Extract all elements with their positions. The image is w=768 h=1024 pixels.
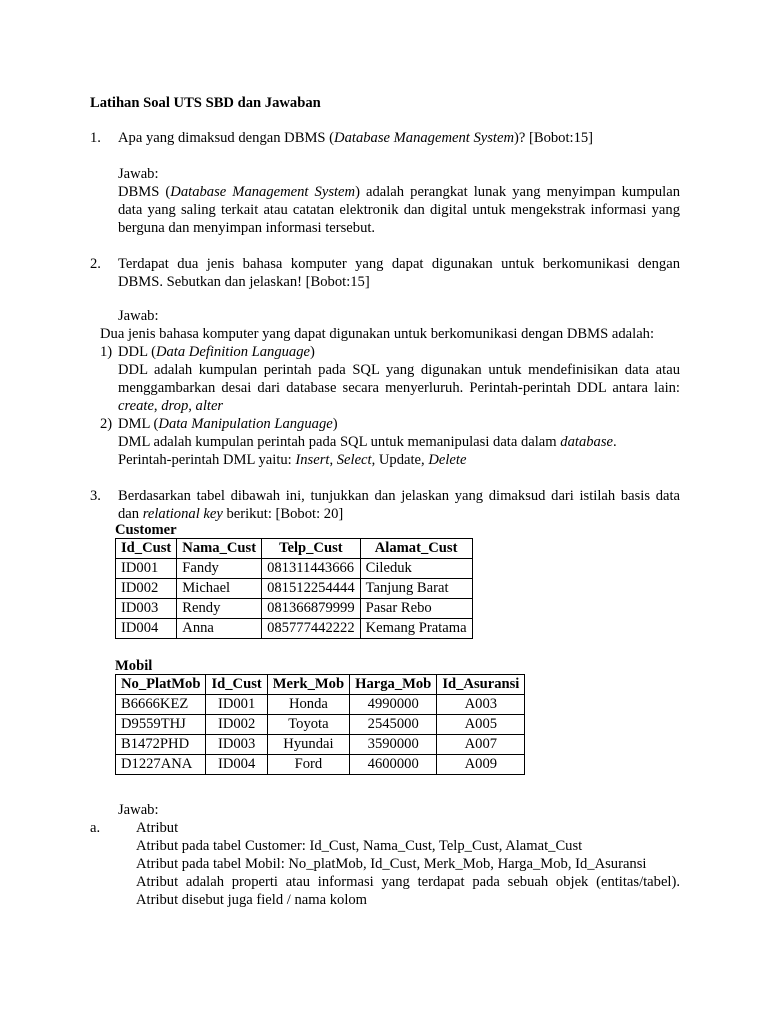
table-row	[116, 695, 525, 715]
table-cell: A009	[437, 755, 525, 775]
ddl-description: DDL adalah kumpulan perintah pada SQL yang digunakan untuk mendefinisikan data atau menggambarkan desai dari database secara menyerluruh. Perintah-perintah DDL antara lain: create, drop, alter	[118, 362, 680, 414]
table-row	[116, 579, 473, 599]
table-cell: 081512254444	[262, 579, 361, 599]
question-number: 2.	[90, 256, 101, 272]
answer-label: Jawab:	[118, 802, 159, 818]
dml-description: DML adalah kumpulan perintah pada SQL untuk memanipulasi data dalam database.	[118, 434, 617, 450]
question-2	[90, 255, 680, 291]
table-row	[116, 735, 525, 755]
ddl-title: DDL (Data Definition Language)	[118, 344, 315, 360]
answer-item-label: a.	[90, 820, 101, 836]
question-text: Apa yang dimaksud dengan DBMS (Database Management System)? [Bobot:15]	[118, 130, 594, 146]
table-cell: ID002	[206, 715, 267, 735]
dml-title: DML (Data Manipulation Language)	[118, 416, 338, 432]
table-cell: Anna	[177, 619, 262, 639]
customer-table-caption: Customer	[115, 522, 177, 538]
dml-commands: Perintah-perintah DML yaitu: Insert, Select, Update, Delete	[118, 452, 467, 468]
table-cell: Toyota	[267, 715, 349, 735]
table-header-cell: Id_Asuransi	[437, 675, 525, 695]
table-cell: 4600000	[350, 755, 437, 775]
document-title: Latihan Soal UTS SBD dan Jawaban	[90, 95, 321, 111]
answer-3	[90, 801, 680, 909]
answer-label: Jawab:	[118, 308, 159, 324]
attribute-mobil-line: Atribut pada tabel Mobil: No_platMob, Id_Cust, Merk_Mob, Harga_Mob, Id_Asuransi	[136, 856, 647, 872]
table-header-cell: Telp_Cust	[262, 539, 361, 559]
customer-table	[115, 538, 473, 639]
table-cell: 085777442222	[262, 619, 361, 639]
answer-2	[100, 307, 680, 469]
answer-1	[118, 165, 680, 237]
dml-item: 2) DML (Data Manipulation Language) DML adalah kumpulan perintah pada SQL untuk memanipulasi data dalam database. Perintah-perintah DML yaitu: Insert, Select, Update, Delete	[100, 415, 680, 469]
table-cell: 3590000	[350, 735, 437, 755]
table-header-cell: Merk_Mob	[267, 675, 349, 695]
table-cell: B1472PHD	[116, 735, 206, 755]
table-cell: 081366879999	[262, 599, 361, 619]
table-cell: ID002	[116, 579, 177, 599]
mobil-table-caption: Mobil	[115, 658, 153, 674]
table-header-row	[116, 675, 525, 695]
table-header-cell: No_PlatMob	[116, 675, 206, 695]
table-cell: Pasar Rebo	[360, 599, 472, 619]
ddl-item: 1) DDL (Data Definition Language) DDL adalah kumpulan perintah pada SQL yang digunakan untuk mendefinisikan data atau menggambarkan desai dari database secara menyerluruh. Perintah-perintah DDL antara lain: create, drop, alter	[100, 344, 680, 414]
attribute-definition: Atribut adalah properti atau informasi yang terdapat pada sebuah objek (entitas/tabel). Atribut disebut juga field / nama kolom	[136, 874, 680, 908]
answer-intro: Dua jenis bahasa komputer yang dapat digunakan untuk berkomunikasi dengan DBMS adalah:	[100, 326, 655, 342]
table-cell: Ford	[267, 755, 349, 775]
table-cell: Kemang Pratama	[360, 619, 472, 639]
customer-table-block	[115, 522, 473, 639]
answer-label: Jawab:	[118, 166, 159, 182]
table-cell: ID001	[116, 559, 177, 579]
table-cell: A003	[437, 695, 525, 715]
table-cell: Honda	[267, 695, 349, 715]
question-1	[90, 129, 680, 147]
table-cell: ID004	[116, 619, 177, 639]
table-header-cell: Id_Cust	[206, 675, 267, 695]
answer-text: DBMS (Database Management System) adalah perangkat lunak yang menyimpan kumpulan data yang saling terkait atau catatan elektronik dan digital untuk mengekstrak informasi yang berguna dan menyimpan informasi tersebut.	[118, 184, 680, 236]
table-header-cell: Id_Cust	[116, 539, 177, 559]
table-header-cell: Nama_Cust	[177, 539, 262, 559]
table-cell: ID001	[206, 695, 267, 715]
question-text: Berdasarkan tabel dibawah ini, tunjukkan dan jelaskan yang dimaksud dari istilah basis data dan relational key berikut: [Bobot: 20]	[118, 488, 680, 522]
answer-item-title: Atribut	[136, 820, 179, 836]
table-cell: A007	[437, 735, 525, 755]
table-cell: 081311443666	[262, 559, 361, 579]
table-row	[116, 559, 473, 579]
question-number: 1.	[90, 130, 101, 146]
table-cell: D1227ANA	[116, 755, 206, 775]
table-header-cell: Alamat_Cust	[360, 539, 472, 559]
table-cell: ID003	[116, 599, 177, 619]
table-row	[116, 755, 525, 775]
table-row	[116, 619, 473, 639]
table-row	[116, 599, 473, 619]
table-cell: Fandy	[177, 559, 262, 579]
table-header-row	[116, 539, 473, 559]
question-3	[90, 487, 680, 523]
table-cell: Rendy	[177, 599, 262, 619]
table-cell: 2545000	[350, 715, 437, 735]
attribute-customer-line: Atribut pada tabel Customer: Id_Cust, Nama_Cust, Telp_Cust, Alamat_Cust	[136, 838, 583, 854]
question-number: 3.	[90, 488, 101, 504]
table-cell: A005	[437, 715, 525, 735]
table-cell: ID003	[206, 735, 267, 755]
table-cell: Cileduk	[360, 559, 472, 579]
table-cell: B6666KEZ	[116, 695, 206, 715]
table-cell: 4990000	[350, 695, 437, 715]
table-row	[116, 715, 525, 735]
table-cell: D9559THJ	[116, 715, 206, 735]
answer-item-a	[90, 819, 680, 909]
table-cell: ID004	[206, 755, 267, 775]
mobil-table-block	[115, 658, 525, 775]
table-cell: Michael	[177, 579, 262, 599]
question-text: Terdapat dua jenis bahasa komputer yang dapat digunakan untuk berkomunikasi dengan DBMS. Sebutkan dan jelaskan! [Bobot:15]	[118, 256, 680, 290]
mobil-table	[115, 674, 525, 775]
table-header-cell: Harga_Mob	[350, 675, 437, 695]
table-cell: Tanjung Barat	[360, 579, 472, 599]
table-cell: Hyundai	[267, 735, 349, 755]
